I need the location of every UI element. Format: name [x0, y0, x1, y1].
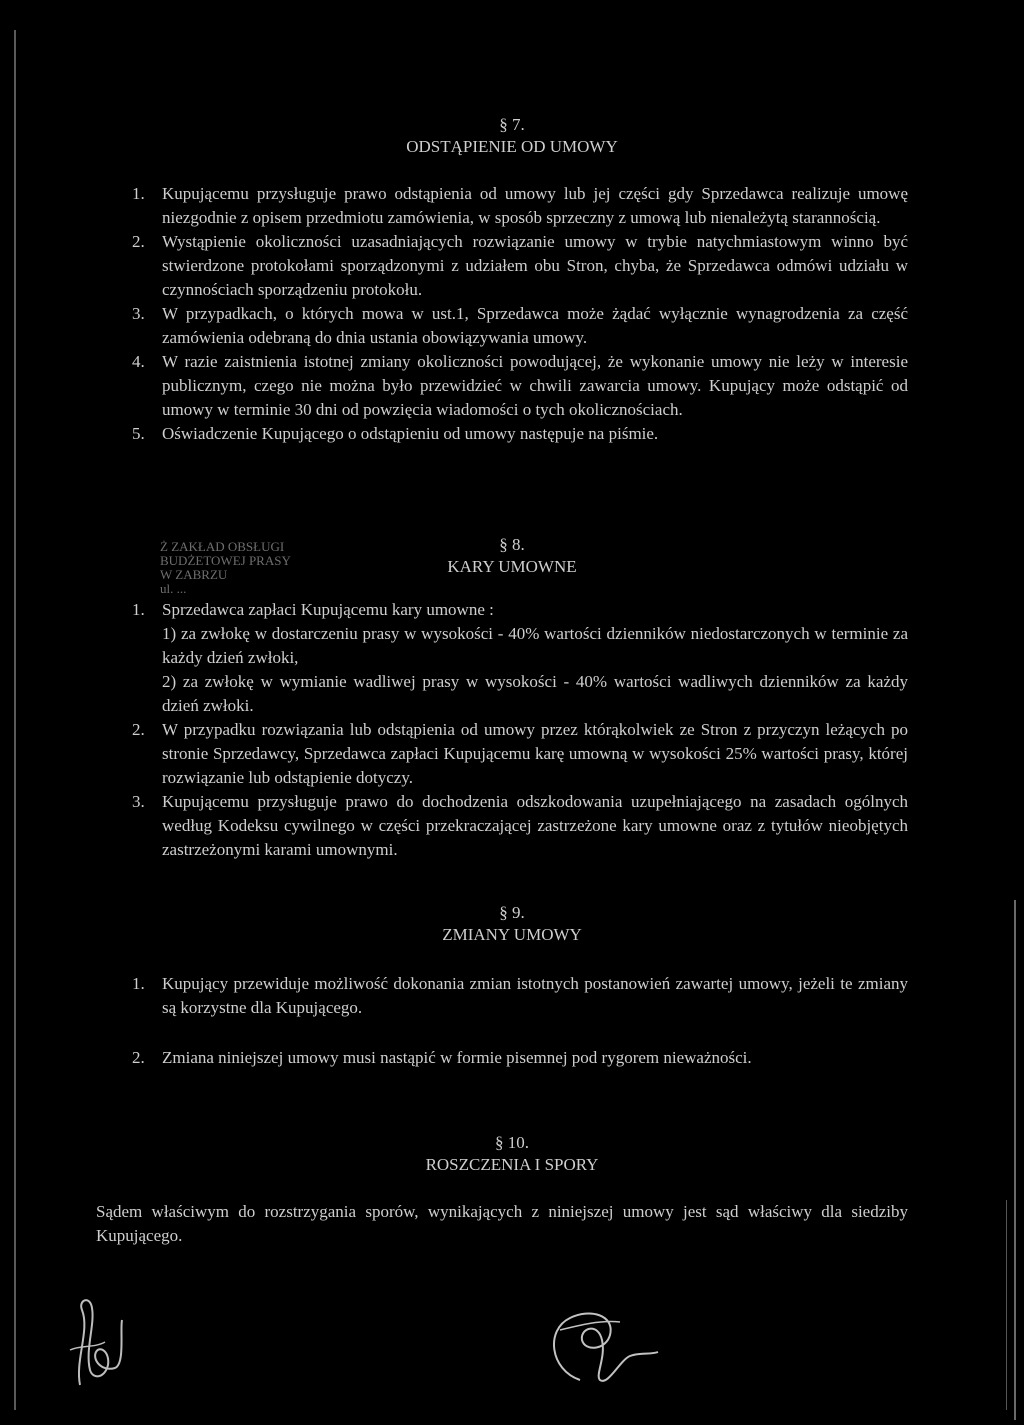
stamp-line: W ZABRZU	[160, 567, 228, 582]
item-text: W razie zaistnienia istotnej zmiany okoliczności powodującej, że wykonanie umowy nie leży w interesie publicznym, czego nie można było przewidzieć w chwili zawarcia umowy. Kupujący może odstąpić od umowy w terminie 30 dni od powzięcia wiadomości o tych okolicznościach.	[162, 352, 908, 419]
stamp-line: Ż ZAKŁAD OBSŁUGI	[160, 539, 285, 554]
signature-right	[540, 1300, 660, 1390]
item-number: 2.	[132, 232, 145, 251]
item-number: 4.	[132, 352, 145, 371]
item-number: 1.	[132, 974, 145, 993]
item-number: 1.	[132, 184, 145, 203]
item-text: Wystąpienie okoliczności uzasadniających rozwiązanie umowy w trybie natychmiastowym winno być stwierdzone protokołami sporządzonymi z udziałem obu Stron, chyba, że Sprzedawca odmówi udziału w czynnościach sporządzeniu protokołu.	[162, 232, 908, 299]
item-subpoint-2: 2) za zwłokę w wymianie wadliwej prasy w wysokości - 40% wartości wadliwych dzienników za każdy dzień zwłoki.	[162, 672, 908, 715]
section-8-number: § 8.	[499, 535, 525, 554]
section-9-list	[132, 972, 908, 1070]
section-9-item-2	[132, 1046, 908, 1070]
section-7-item-5	[132, 422, 908, 446]
section-8-list	[132, 598, 908, 862]
scan-edge-right-inner	[1006, 1200, 1007, 1410]
item-text: Sprzedawca zapłaci Kupującemu kary umowne :	[162, 600, 494, 619]
section-7-item-3	[132, 302, 908, 350]
item-text: Zmiana niniejszej umowy musi nastąpić w formie pisemnej pod rygorem nieważności.	[162, 1048, 752, 1067]
item-text: Oświadczenie Kupującego o odstąpieniu od umowy następuje na piśmie.	[162, 424, 659, 443]
section-8-item-1	[132, 598, 908, 718]
item-number: 3.	[132, 792, 145, 811]
section-10-heading	[0, 1132, 1024, 1176]
section-7-item-2	[132, 230, 908, 302]
signature-left	[60, 1290, 150, 1390]
item-text: W przypadkach, o których mowa w ust.1, Sprzedawca może żądać wyłącznie wynagrodzenia za część zamówienia odebraną do dnia ustania obowiązywania umowy.	[162, 304, 908, 347]
section-10-text: Sądem właściwym do rozstrzygania sporów, wynikających z niniejszej umowy jest sąd właściwy dla siedziby Kupującego.	[96, 1202, 908, 1245]
item-number: 2.	[132, 720, 145, 739]
section-8-item-3	[132, 790, 908, 862]
item-text: Kupującemu przysługuje prawo odstąpienia od umowy lub jej części gdy Sprzedawca realizuje umowę niezgodnie z opisem przedmiotu zamówienia, w sposób sprzeczny z umową lub nienależytą starannością.	[162, 184, 908, 227]
section-9-item-1	[132, 972, 908, 1020]
item-number: 2.	[132, 1048, 145, 1067]
item-number: 5.	[132, 424, 145, 443]
section-8-title: KARY UMOWNE	[447, 557, 577, 576]
stamp-line: ul. ...	[160, 581, 187, 596]
section-7-number: § 7.	[499, 115, 525, 134]
scan-edge-left	[14, 30, 16, 1410]
section-10-number: § 10.	[495, 1133, 529, 1152]
section-8-heading	[0, 534, 1024, 578]
section-8-item-2	[132, 718, 908, 790]
section-9-title: ZMIANY UMOWY	[442, 925, 582, 944]
stamp-line: BUDŻETOWEJ PRASY	[160, 553, 291, 568]
section-10-title: ROSZCZENIA I SPORY	[425, 1155, 599, 1174]
section-7-item-4	[132, 350, 908, 422]
item-text: W przypadku rozwiązania lub odstąpienia od umowy przez którąkolwiek ze Stron z przyczyn leżących po stronie Sprzedawcy, Sprzedawca zapłaci Kupującemu karę umowną w wysokości 25% wartości prasy, której rozwiązanie lub odstąpienie dotyczy.	[162, 720, 908, 787]
item-text: Kupujący przewiduje możliwość dokonania zmian istotnych postanowień zawartej umowy, jeżeli te zmiany są korzystne dla Kupującego.	[162, 974, 908, 1017]
section-9-heading	[0, 902, 1024, 946]
item-subpoint-1: 1) za zwłokę w dostarczeniu prasy w wysokości - 40% wartości dzienników niedostarczonych w terminie za każdy dzień zwłoki,	[162, 624, 908, 667]
item-number: 3.	[132, 304, 145, 323]
section-7-item-1	[132, 182, 908, 230]
item-text: Kupującemu przysługuje prawo do dochodzenia odszkodowania uzupełniającego na zasadach ogólnych według Kodeksu cywilnego w części przekraczającej zastrzeżone kary umowne oraz z tytułów nieobjętych zastrzeżonymi karami umownymi.	[162, 792, 908, 859]
item-number: 1.	[132, 600, 145, 619]
section-7-heading	[0, 114, 1024, 158]
section-7-list	[132, 182, 908, 446]
section-9-number: § 9.	[499, 903, 525, 922]
section-7-title: ODSTĄPIENIE OD UMOWY	[406, 137, 618, 156]
